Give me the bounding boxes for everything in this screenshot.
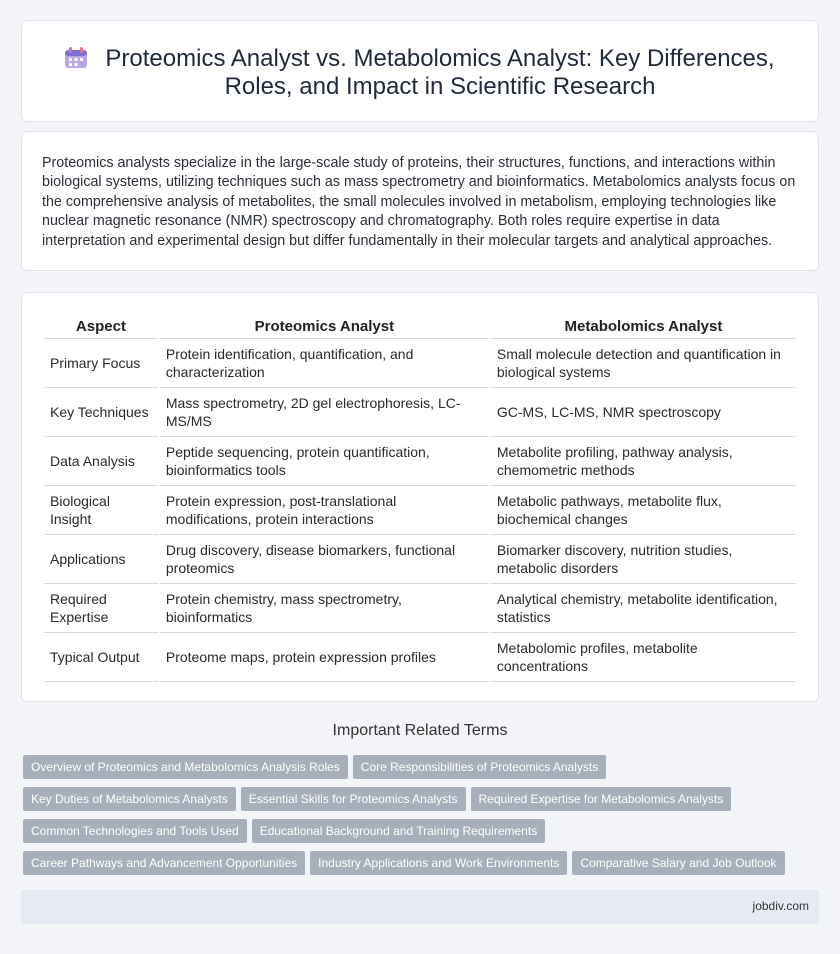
proteomics-cell: Protein identification, quantification, and characterization (160, 339, 489, 388)
related-term-tag[interactable]: Career Pathways and Advancement Opportunities (23, 851, 305, 875)
comparison-card (21, 292, 819, 702)
metabolomics-cell: Metabolomic profiles, metabolite concentrations (491, 633, 796, 682)
aspect-cell: Biological Insight (44, 486, 158, 535)
proteomics-cell: Peptide sequencing, protein quantification, bioinformatics tools (160, 437, 489, 486)
table-header-row (44, 315, 796, 339)
related-term-tag[interactable]: Educational Background and Training Requirements (252, 819, 546, 843)
metabolomics-cell: GC-MS, LC-MS, NMR spectroscopy (491, 388, 796, 437)
metabolomics-cell: Metabolite profiling, pathway analysis, chemometric methods (491, 437, 796, 486)
aspect-cell: Typical Output (44, 633, 158, 682)
aspect-cell: Applications (44, 535, 158, 584)
table-row (44, 584, 796, 633)
footer-site-link[interactable]: jobdiv.com (752, 899, 809, 913)
table-row (44, 388, 796, 437)
table-row (44, 633, 796, 682)
proteomics-cell: Mass spectrometry, 2D gel electrophoresis, LC-MS/MS (160, 388, 489, 437)
metabolomics-cell: Analytical chemistry, metabolite identification, statistics (491, 584, 796, 633)
comparison-table (42, 315, 798, 682)
metabolomics-cell: Small molecule detection and quantification in biological systems (491, 339, 796, 388)
proteomics-cell: Protein chemistry, mass spectrometry, bioinformatics (160, 584, 489, 633)
related-term-tag[interactable]: Overview of Proteomics and Metabolomics Analysis Roles (23, 755, 348, 779)
metabolomics-cell: Biomarker discovery, nutrition studies, metabolic disorders (491, 535, 796, 584)
metabolomics-cell: Metabolic pathways, metabolite flux, biochemical changes (491, 486, 796, 535)
related-term-tag[interactable]: Essential Skills for Proteomics Analysts (241, 787, 466, 811)
table-row (44, 486, 796, 535)
header-proteomics: Proteomics Analyst (160, 315, 489, 339)
footer-bar (21, 890, 819, 924)
aspect-cell: Required Expertise (44, 584, 158, 633)
related-term-tag[interactable]: Industry Applications and Work Environments (310, 851, 567, 875)
header-metabolomics: Metabolomics Analyst (491, 315, 796, 339)
related-term-tag[interactable]: Required Expertise for Metabolomics Analysts (471, 787, 732, 811)
header-aspect: Aspect (44, 315, 158, 339)
related-term-tag[interactable]: Key Duties of Metabolomics Analysts (23, 787, 236, 811)
related-term-tag[interactable]: Common Technologies and Tools Used (23, 819, 247, 843)
page-title-line-2: Roles, and Impact in Scientific Research (224, 73, 656, 100)
related-term-tag[interactable]: Core Responsibilities of Proteomics Analysts (353, 755, 606, 779)
table-row (44, 535, 796, 584)
intro-paragraph: Proteomics analysts specialize in the large-scale study of proteins, their structures, functions, and interactions within biological systems, utilizing techniques such as mass spectrometry and bioinformatics. Metabolomics analysts focus on the comprehensive analysis of metabolites, the small molecules involved in metabolism, employing technologies like nuclear magnetic resonance (NMR) spectroscopy and chromatography. Both roles require expertise in data interpretation and experimental design but differ fundamentally in their molecular targets and analytical approaches. (42, 155, 796, 249)
related-term-tag[interactable]: Comparative Salary and Job Outlook (572, 851, 784, 875)
aspect-cell: Data Analysis (44, 437, 158, 486)
table-row (44, 339, 796, 388)
page-title (22, 45, 818, 101)
related-terms-heading: Important Related Terms (332, 722, 508, 739)
proteomics-cell: Proteome maps, protein expression profiles (160, 633, 489, 682)
intro-card (21, 131, 819, 271)
title-card (21, 20, 819, 122)
proteomics-cell: Drug discovery, disease biomarkers, functional proteomics (160, 535, 489, 584)
aspect-cell: Primary Focus (44, 339, 158, 388)
page-title-line-1: Proteomics Analyst vs. Metabolomics Analyst: Key Differences, (105, 45, 775, 72)
table-row (44, 437, 796, 486)
related-terms-list (23, 755, 823, 883)
proteomics-cell: Protein expression, post-translational modifications, protein interactions (160, 486, 489, 535)
aspect-cell: Key Techniques (44, 388, 158, 437)
